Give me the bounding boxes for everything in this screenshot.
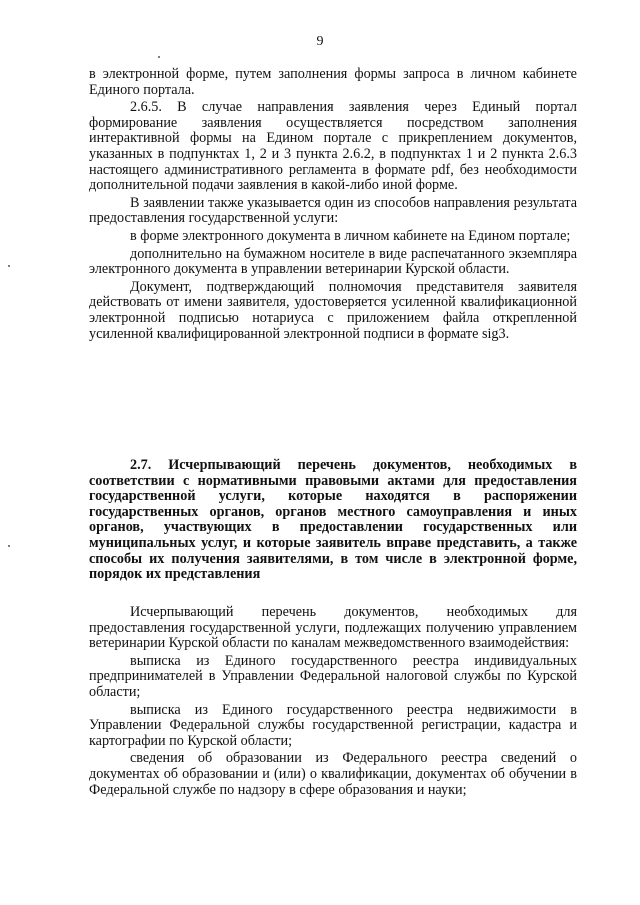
paragraph: Документ, подтверждающий полномочия представителя заявителя действовать от имени заявителя, удостоверяется усиленной квалификационной электронной подписью нотариуса с приложением файла открепленной усиленной квалифицированной электронной подписи в формате sig3. bbox=[89, 278, 577, 342]
paragraph: выписка из Единого государственного реестра индивидуальных предпринимателей в Управлении Федеральной налоговой службы по Курской области; bbox=[89, 652, 577, 700]
paragraph: в форме электронного документа в личном кабинете на Едином портале; bbox=[130, 227, 571, 244]
paragraph: 2.6.5. В случае направления заявления через Единый портал формирование заявления осуществляется посредством заполнения интерактивной формы на Едином портале с прикреплением документов, указанных в подпунктах 1, 2 и 3 пункта 2.6.2, в подпунктах 1 и 2 пункта 2.6.3 настоящего административного регламента в формате pdf, без необходимости дополнительной подачи заявления в какой-либо иной форме. bbox=[89, 99, 577, 194]
scan-speck bbox=[8, 265, 10, 267]
scan-speck bbox=[8, 545, 10, 547]
paragraph: В заявлении также указывается один из способов направления результата предоставления государственной услуги: bbox=[89, 194, 577, 227]
section-heading-block bbox=[89, 458, 577, 583]
scan-speck bbox=[158, 56, 160, 58]
section-heading: 2.7. Исчерпывающий перечень документов, необходимых в соответствии с нормативными правовыми актами для предоставления государственной услуги, которые находятся в распоряжении государственных органов, органов местного самоуправления и иных органов, участвующих в предоставлении государственных или муниципальных услуг, и которые заявитель вправе представить, а также способы их получения заявителями, в том числе в электронной форме, порядок их представления bbox=[89, 457, 577, 583]
page-number: 9 bbox=[316, 34, 324, 49]
paragraph: в электронной форме, путем заполнения формы запроса в личном кабинете Единого портала. bbox=[89, 66, 577, 98]
paragraph: Исчерпывающий перечень документов, необходимых для предоставления государственной услуги, подлежащих получению управлением ветеринарии Курской области по каналам межведомственного взаимодействия: bbox=[89, 604, 577, 652]
text-block-1 bbox=[89, 67, 577, 342]
paragraph: выписка из Единого государственного реестра недвижимости в Управлении Федеральной службы государственной регистрации, кадастра и картографии по Курской области; bbox=[89, 701, 577, 749]
paragraph: дополнительно на бумажном носителе в виде распечатанного экземпляра электронного документа в управлении ветеринарии Курской области. bbox=[89, 245, 577, 278]
paragraph: сведения об образовании из Федерального реестра сведений о документах об образовании и (или) о квалификации, документах об обучении в Федеральной службе по надзору в сфере образования и науки; bbox=[89, 750, 577, 798]
text-block-2 bbox=[89, 605, 577, 798]
